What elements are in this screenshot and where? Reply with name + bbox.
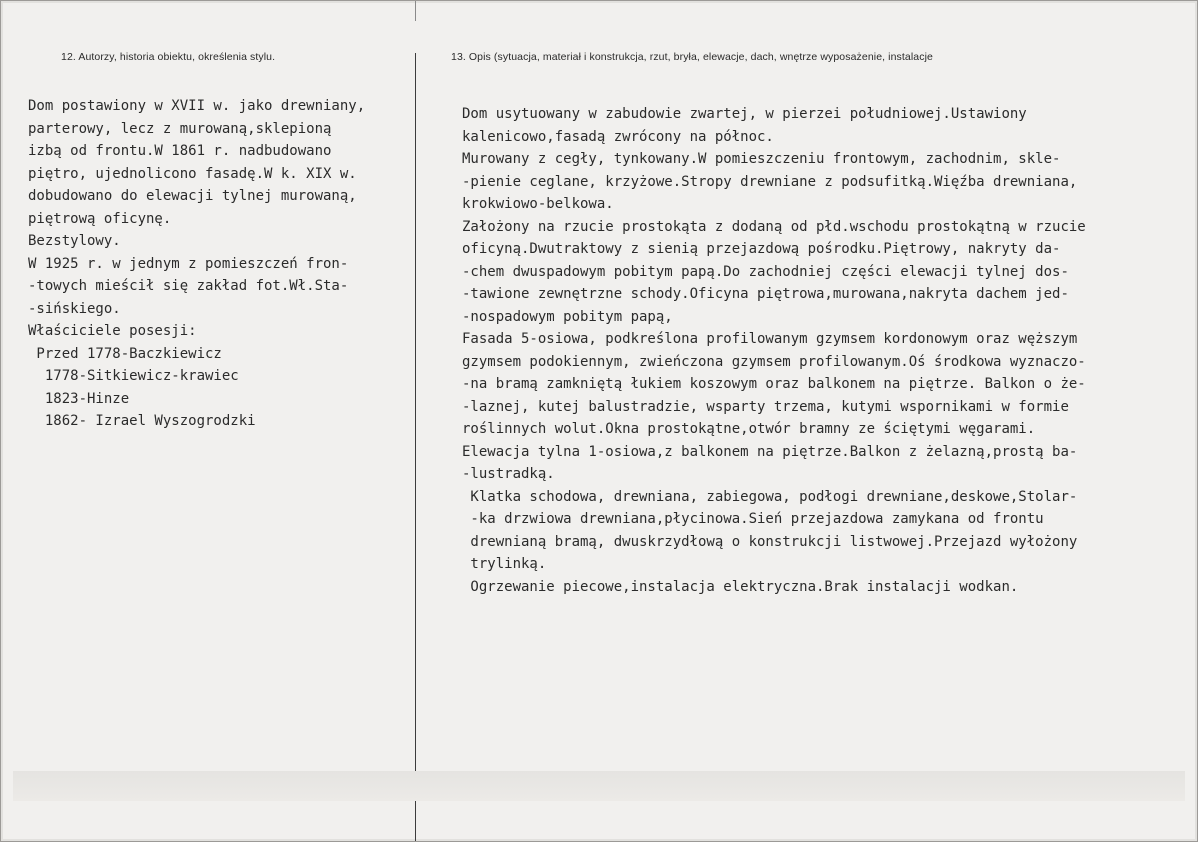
description-line: trylinką. [462,556,547,572]
description-line: Ogrzewanie piecowe,instalacja elektryczna.Brak instalacji wodkan. [462,578,1019,595]
history-text [28,95,418,433]
history-line: parterowy, lecz z murowaną,sklepioną [28,120,332,137]
description-line: -ka drzwiowa drewniana,płycinowa.Sień przejazdowa zamykana od frontu [462,511,1044,527]
description-line: Fasada 5-osiowa, podkreślona profilowanym gzymsem kordonowym oraz węższym [462,331,1078,347]
history-line: 1778-Sitkiewicz-krawiec [28,368,239,384]
description-line: gzymsem podokiennym, zwieńczona gzymsem profilowanym.Oś środkowa wyznaczo- [462,353,1086,370]
description-line: -na bramą zamkniętą łukiem koszowym oraz balkonem na piętrze. Balkon o że- [462,376,1086,392]
history-line: piętro, ujednolicono fasadę.W k. XIX w. [28,165,357,182]
history-line: -sińskiego. [28,300,121,317]
description-line: roślinnych wolut.Okna prostokątne,otwór bramny ze ściętymi węgarami. [462,421,1036,437]
section-13-heading: 13. Opis (sytuacja, materiał i konstrukcja, rzut, bryła, elewacje, dach, wnętrze wyposażenie, instalacje [451,51,933,63]
description-text [462,103,1197,598]
description-line: -tawione zewnętrzne schody.Oficyna piętrowa,murowana,nakryta dachem jed- [462,286,1069,302]
history-line: Przed 1778-Baczkiewicz [28,345,222,362]
description-line: drewnianą bramą, dwuskrzydłową o konstrukcji listwowej.Przejazd wyłożony [462,533,1078,550]
history-line: izbą od frontu.W 1861 r. nadbudowano [28,143,332,159]
description-line: -lustradką. [462,466,555,482]
bleed-through-area [13,771,1185,801]
history-line: W 1925 r. w jednym z pomieszczeń fron- [28,255,349,272]
description-line: -pienie ceglane, krzyżowe.Stropy drewniane z podsufitką.Więźba drewniana, [462,173,1078,190]
description-line: Dom usytuowany w zabudowie zwartej, w pierzei południowej.Ustawiony [462,106,1027,122]
history-line: 1862- Izrael Wyszogrodzki [28,413,256,429]
description-line: Założony na rzucie prostokąta z dodaną od płd.wschodu prostokątną w rzucie [462,218,1086,235]
description-line: -chem dwuspadowym pobitym papą.Do zachodniej części elewacji tylnej dos- [462,263,1069,280]
description-line: -nospadowym pobitym papą, [462,308,673,325]
description-line: Klatka schodowa, drewniana, zabiegowa, podłogi drewniane,deskowe,Stolar- [462,488,1078,505]
column-divider-top [415,1,416,21]
description-line: krokwiowo-belkowa. [462,196,614,212]
history-line: Właściciele posesji: [28,323,197,339]
history-line: 1823-Hinze [28,390,130,407]
description-line: Murowany z cegły, tynkowany.W pomieszczeniu frontowym, zachodnim, skle- [462,151,1061,167]
description-line: kalenicowo,fasadą zwrócony na północ. [462,128,774,145]
history-line: -towych mieścił się zakład fot.Wł.Sta- [28,278,349,294]
history-line: piętrową oficynę. [28,210,172,227]
section-12-heading: 12. Autorzy, historia obiektu, określenia stylu. [61,51,276,63]
history-line: dobudowano do elewacji tylnej murowaną, [28,188,357,204]
description-line: -laznej, kutej balustradzie, wsparty trzema, kutymi wspornikami w formie [462,398,1069,415]
description-line: Elewacja tylna 1-osiowa,z balkonem na piętrze.Balkon z żelazną,prostą ba- [462,443,1078,460]
history-line: Dom postawiony w XVII w. jako drewniany, [28,98,366,114]
description-line: oficyną.Dwutraktowy z sienią przejazdową pośrodku.Piętrowy, nakryty da- [462,241,1061,257]
history-line: Bezstylowy. [28,233,121,249]
